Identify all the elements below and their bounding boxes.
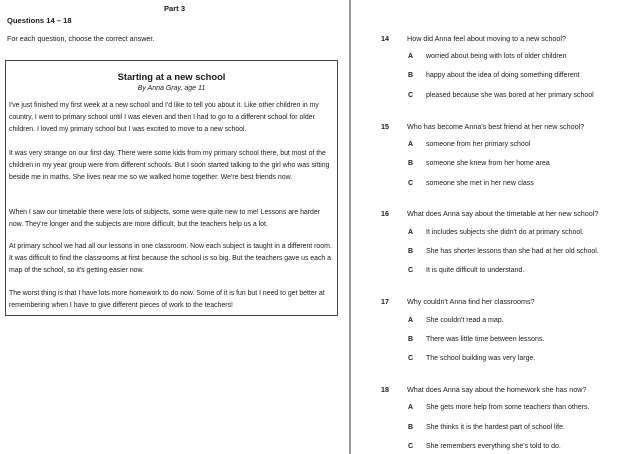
option-letter[interactable]: C xyxy=(408,267,414,274)
option-text[interactable]: She couldn't read a map. xyxy=(426,317,504,324)
option-text[interactable]: happy about the idea of doing something different xyxy=(426,72,580,79)
instructions: For each question, choose the correct answer. xyxy=(7,34,155,43)
option-text[interactable]: It includes subjects she didn't do at primary school. xyxy=(426,229,584,236)
questions-range-heading: Questions 14 – 18 xyxy=(7,16,72,25)
article-paragraph-4: At primary school we had all our lessons in one classroom. Now each subject is taught in a different room. It was difficult to find the classrooms at first because the school is so big. But the teachers gave us each a map of the school, so it's getting easier now. xyxy=(9,243,332,275)
article-paragraph-2: It was very strange on our first day. There were some kids from my primary school there, but most of the children in my year group were from different schools. But I soon started talking to the girl who was sitting beside me in maths. She lives near me so we walked home together. We're best friends now. xyxy=(9,150,330,182)
option-letter[interactable]: C xyxy=(408,443,414,450)
option-text[interactable]: pleased because she was bored at her primary school xyxy=(426,92,594,99)
article-paragraph-5: The worst thing is that I have lots more homework to do now. Some of it is fun but I need to get better at remembering when I have to give different pieces of work to the teachers! xyxy=(9,290,325,310)
option-letter[interactable]: C xyxy=(408,92,414,99)
article-byline: By Anna Gray, age 11 xyxy=(137,85,206,92)
option-text[interactable]: She has shorter lessons than she had at her old school. xyxy=(426,248,599,255)
question-text: Why couldn't Anna find her classrooms? xyxy=(407,297,535,306)
option-letter[interactable]: C xyxy=(408,180,414,187)
option-letter[interactable]: B xyxy=(408,72,414,79)
option-letter[interactable]: A xyxy=(408,404,414,411)
question-number: 16 xyxy=(381,209,389,218)
option-letter[interactable]: B xyxy=(408,248,414,255)
question-number: 18 xyxy=(381,385,389,394)
option-text[interactable]: It is quite difficult to understand. xyxy=(426,267,525,274)
article-paragraph-1: I've just finished my first week at a new school and I'd like to tell you about it. Like other children in my country, I went to primary school until I was eleven and then I had to go to a different school for older children. I loved my primary school but I was excited to move to a new school. xyxy=(9,102,319,134)
option-text[interactable]: She thinks it is the hardest part of school life. xyxy=(426,424,565,431)
article-box xyxy=(5,60,338,316)
option-text[interactable]: someone from her primary school xyxy=(426,141,531,148)
question-text: Who has become Anna's best friend at her new school? xyxy=(407,122,585,131)
option-text[interactable]: worried about being with lots of older children xyxy=(426,53,567,60)
option-letter[interactable]: C xyxy=(408,355,414,362)
option-letter[interactable]: A xyxy=(408,141,414,148)
option-text[interactable]: She gets more help from some teachers than others. xyxy=(426,404,590,411)
question-number: 15 xyxy=(381,122,389,131)
article-paragraph-3: When I saw our timetable there were lots of subjects, some were quite new to me! Lessons are harder now. They're longer and the subjects are more difficult, but the teachers help us a lot. xyxy=(9,209,320,229)
option-text[interactable]: The school building was very large. xyxy=(426,355,536,362)
question-text: What does Anna say about the timetable at her new school? xyxy=(407,209,599,218)
question-text: What does Anna say about the homework she has now? xyxy=(407,385,587,394)
option-text[interactable]: There was little time between lessons. xyxy=(426,336,545,343)
option-letter[interactable]: A xyxy=(408,317,414,324)
option-text[interactable]: someone she met in her new class xyxy=(426,180,534,187)
right-page xyxy=(351,0,640,454)
question-number: 17 xyxy=(381,297,389,306)
question-number: 14 xyxy=(381,34,389,43)
option-letter[interactable]: B xyxy=(408,336,414,343)
article-title: Starting at a new school xyxy=(117,71,226,82)
option-letter[interactable]: B xyxy=(408,424,414,431)
option-text[interactable]: someone she knew from her home area xyxy=(426,160,550,167)
part-title: Part 3 xyxy=(163,4,186,13)
question-text: How did Anna feel about moving to a new school? xyxy=(407,34,567,43)
option-text[interactable]: She remembers everything she's told to do. xyxy=(426,443,561,450)
option-letter[interactable]: B xyxy=(408,160,414,167)
option-letter[interactable]: A xyxy=(408,229,414,236)
option-letter[interactable]: A xyxy=(408,53,414,60)
